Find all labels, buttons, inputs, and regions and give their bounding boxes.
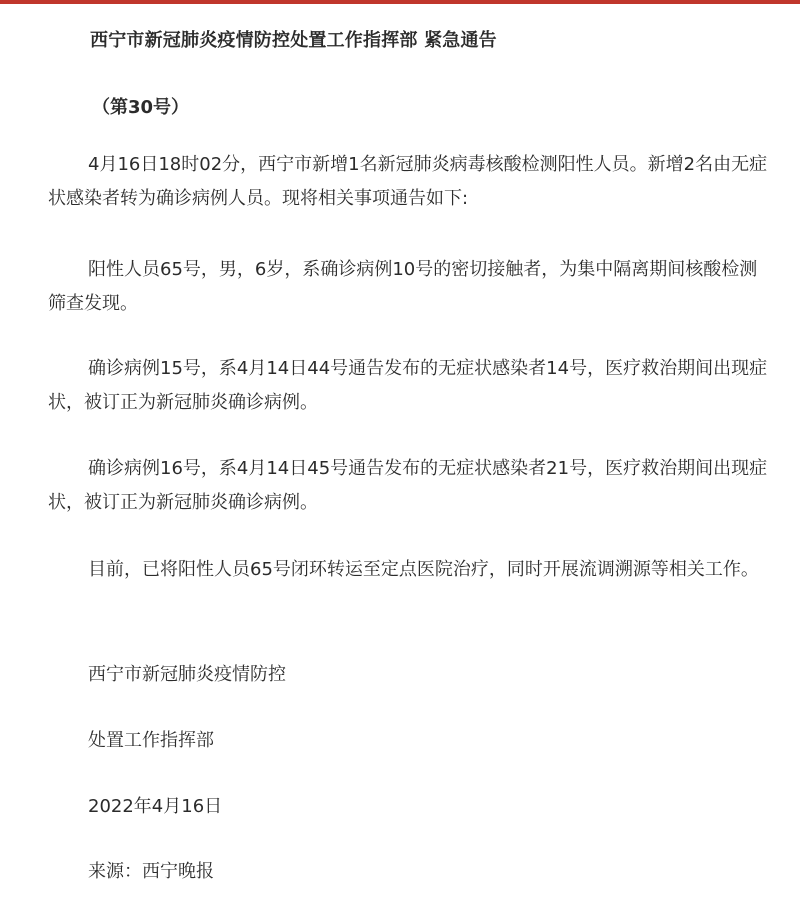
paragraph-positive-65: 阳性人员65号，男，6岁，系确诊病例10号的密切接触者，为集中隔离期间核酸检测筛查发现。: [48, 259, 758, 314]
paragraph-confirmed-16: 确诊病例16号，系4月14日45号通告发布的无症状感染者21号，医疗救治期间出现症状，被订正为新冠肺炎确诊病例。: [48, 458, 768, 513]
signature-line-2: 处置工作指挥部: [88, 730, 214, 751]
notice-date: 2022年4月16日: [88, 796, 223, 817]
paragraph-confirmed-15: 确诊病例15号，系4月14日44号通告发布的无症状感染者14号，医疗救治期间出现症状，被订正为新冠肺炎确诊病例。: [48, 358, 768, 413]
signature-line-1: 西宁市新冠肺炎疫情防控: [88, 664, 286, 685]
notice-title: 西宁市新冠肺炎疫情防控处置工作指挥部 紧急通告: [90, 30, 497, 51]
paragraph-current-measures: 目前，已将阳性人员65号闭环转运至定点医院治疗，同时开展流调溯源等相关工作。: [88, 559, 759, 580]
notice-number: （第30号）: [92, 97, 190, 118]
notice-source: 来源：西宁晚报: [88, 861, 214, 882]
paragraph-summary: 4月16日18时02分，西宁市新增1名新冠肺炎病毒核酸检测阳性人员。新增2名由无症状感染者转为确诊病例人员。现将相关事项通告如下:: [48, 154, 768, 209]
